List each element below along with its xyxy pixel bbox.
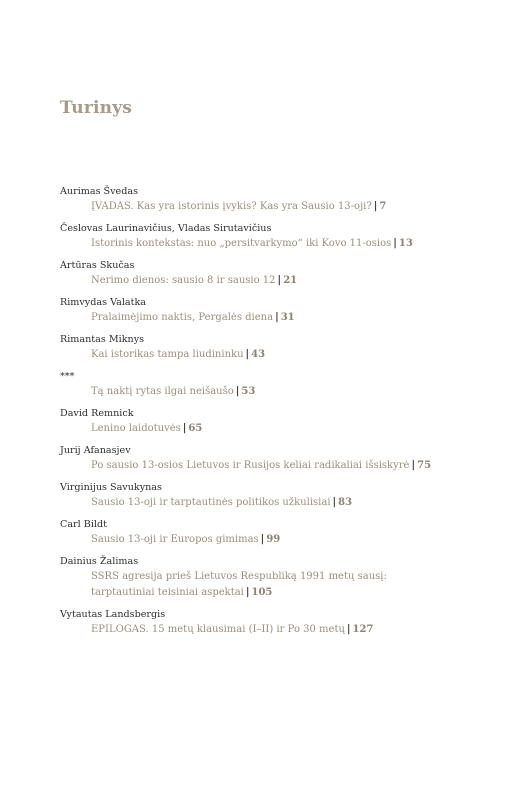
toc-work-title <box>91 273 500 289</box>
toc-work-title <box>91 236 500 252</box>
toc-author: Rimvydas Valatka <box>60 297 147 308</box>
toc-work-title <box>91 458 500 474</box>
toc-work-title <box>91 310 500 326</box>
toc-entry <box>60 222 500 252</box>
toc-work-text: ĮVADAS. Kas yra istorinis įvykis? Kas yra Sausio 13-oji? <box>91 201 372 212</box>
toc-entry <box>60 444 500 474</box>
table-of-contents <box>60 185 500 645</box>
toc-author: Rimantas Miknys <box>60 334 145 345</box>
toc-entry <box>60 333 500 363</box>
toc-page-number: 105 <box>251 587 273 598</box>
toc-work-text: Istorinis kontekstas: nuo „persitvarkymo“ iki Kovo 11-osios <box>91 238 392 249</box>
toc-author: Virginijus Savukynas <box>60 482 162 493</box>
toc-work-text: SSRS agresija prieš Lietuvos Respubliką 1991 metų sausį: <box>91 571 387 582</box>
toc-work-title <box>91 532 500 548</box>
toc-separator: | <box>182 423 187 434</box>
toc-work-title <box>91 421 500 437</box>
toc-page-number: 31 <box>280 312 295 323</box>
toc-author: David Remnick <box>60 408 134 419</box>
toc-work-text: Lenino laidotuvės <box>91 423 181 434</box>
toc-work-text: Tą naktį rytas ilgai neišaušo <box>91 386 234 397</box>
toc-author: Artūras Skučas <box>60 260 135 271</box>
toc-author: Jurij Afanasjev <box>60 445 131 456</box>
toc-entry <box>60 481 500 511</box>
toc-entry <box>60 407 500 437</box>
toc-page-number: 83 <box>338 497 353 508</box>
page-title: Turinys <box>60 98 133 118</box>
toc-work-text: tarptautiniai teisiniai aspektai <box>91 587 244 598</box>
toc-work-title <box>91 569 500 585</box>
toc-work-text: Kai istorikas tampa liudininku <box>91 349 244 360</box>
toc-work-title <box>91 384 500 400</box>
toc-separator: | <box>235 386 240 397</box>
toc-page-number: 127 <box>352 624 374 635</box>
toc-entry <box>60 259 500 289</box>
toc-page-number: 75 <box>417 460 432 471</box>
toc-work-text: Pralaimėjimo naktis, Pergalės diena <box>91 312 274 323</box>
toc-entry <box>60 608 500 638</box>
toc-separator: | <box>346 624 351 635</box>
toc-separator: | <box>332 497 337 508</box>
toc-page-number: 13 <box>398 238 413 249</box>
toc-entry <box>60 518 500 548</box>
toc-author: *** <box>60 371 75 382</box>
toc-author: Česlovas Laurinavičius, Vladas Sirutavičius <box>60 223 272 234</box>
toc-work-title <box>91 495 500 511</box>
toc-page-number: 53 <box>241 386 256 397</box>
toc-separator: | <box>245 587 250 598</box>
toc-page-number: 7 <box>379 201 387 212</box>
toc-entry <box>60 370 500 400</box>
toc-separator: | <box>245 349 250 360</box>
toc-author: Vytautas Landsbergis <box>60 609 166 620</box>
toc-work-title <box>91 347 500 363</box>
toc-separator: | <box>275 312 279 323</box>
toc-separator: | <box>411 460 416 471</box>
toc-separator: | <box>373 201 378 212</box>
toc-author: Carl Bildt <box>60 519 107 530</box>
toc-page-number: 65 <box>188 423 203 434</box>
toc-work-title <box>91 585 500 601</box>
toc-work-text: EPILOGAS. 15 metų klausimai (I–II) ir Po 30 metų <box>91 624 345 635</box>
toc-work-title <box>91 199 500 215</box>
toc-work-text: Sausio 13-oji ir Europos gimimas <box>91 534 259 545</box>
toc-page-number: 99 <box>266 534 281 545</box>
toc-separator: | <box>277 275 282 286</box>
toc-entry <box>60 296 500 326</box>
toc-work-text: Nerimo dienos: sausio 8 ir sausio 12 <box>91 275 276 286</box>
toc-entry <box>60 555 500 601</box>
toc-separator: | <box>393 238 397 249</box>
toc-author: Aurimas Švedas <box>60 186 139 197</box>
toc-author: Dainius Žalimas <box>60 556 139 567</box>
toc-page-number: 21 <box>283 275 298 286</box>
toc-work-text: Po sausio 13-osios Lietuvos ir Rusijos keliai radikaliai išsiskyrė <box>91 460 410 471</box>
toc-separator: | <box>260 534 265 545</box>
toc-entry <box>60 185 500 215</box>
toc-page-number: 43 <box>251 349 266 360</box>
toc-work-title <box>91 622 500 638</box>
toc-work-text: Sausio 13-oji ir tarptautinės politikos užkulisiai <box>91 497 331 508</box>
